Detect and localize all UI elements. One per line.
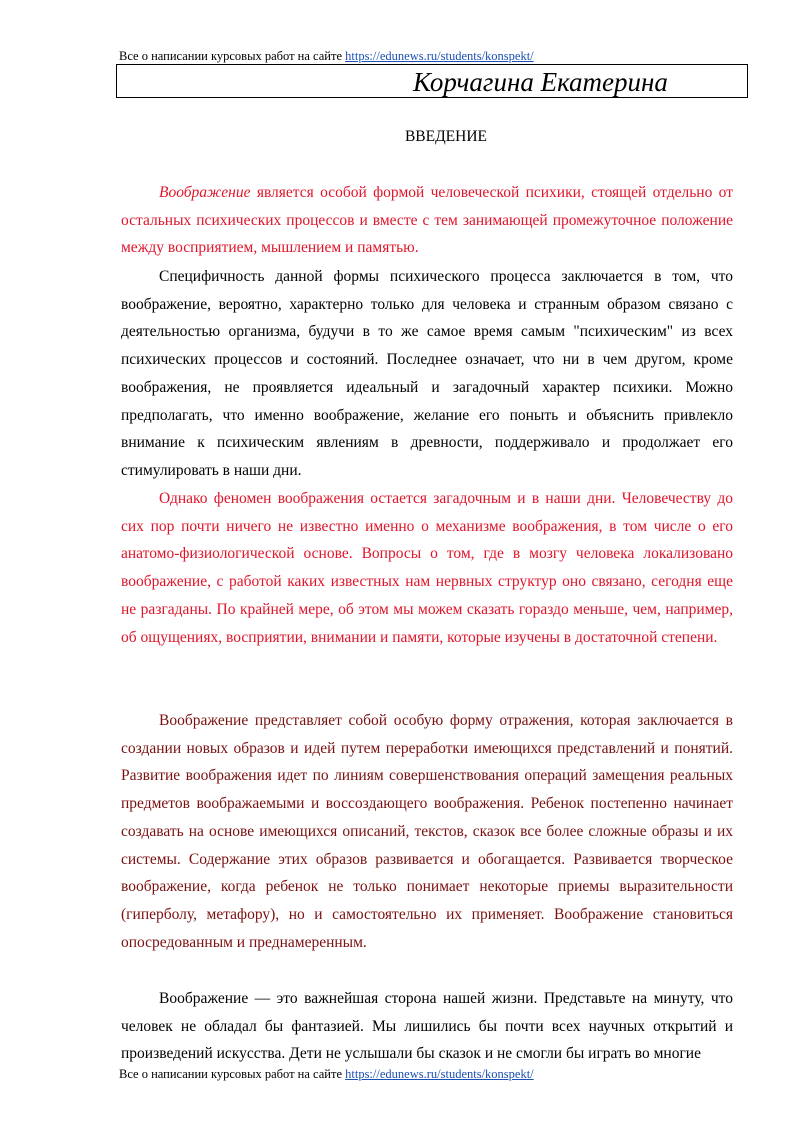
paragraph-3: Однако феномен воображения остается загадочным и в наши дни. Человечеству до сих пор почти ничего не известно именно о механизме воображения, в том числе о его анатомо-физиологической основе. Вопросы о том, где в мозгу человека локализовано воображение, с работой каких известных нам нервных структур оно связано, сегодня еще не разгаданы. По крайней мере, об этом мы можем сказать гораздо меньше, чем, например, об ощущениях, восприятии, внимании и памяти, которые изучены в достаточной степени. [121, 490, 733, 646]
paragraph-2: Специфичность данной формы психического процесса заключается в том, что воображение, вероятно, характерно только для человека и странным образом связано с деятельностью организма, будучи в то же самое время самым "психическим" из всех психических процессов и состояний. Последнее означает, что ни в чем другом, кроме воображения, не проявляется идеальный и загадочный характер психики. Можно предполагать, что именно воображение, желание его поныть и объяснить привлекло внимание к психическим явлениям в древности, поддерживало и продолжает его стимулировать в наши дни. [121, 268, 733, 479]
paragraph-1-text: является особой формой человеческой психики, стоящей отдельно от остальных психических процессов и вместе с тем занимающей промежуточное положение между восприятием, мышлением и памятью. [121, 184, 733, 257]
section-title: ВВЕДЕНИЕ [404, 128, 488, 145]
paragraph-1-lead: Воображение [159, 184, 251, 201]
header-link[interactable]: https://edunews.ru/students/konspekt/ [345, 49, 534, 63]
paragraph-1 [121, 179, 733, 262]
header-text: Все о написании курсовых работ на сайте [119, 49, 346, 63]
page-footer [119, 1067, 534, 1082]
footer-link[interactable]: https://edunews.ru/students/konspekt/ [345, 1067, 534, 1081]
paragraph-5: Воображение — это важнейшая сторона нашей жизни. Представьте на минуту, что человек не обладал бы фантазией. Мы лишились бы почти всех научных открытий и произведений искусства. Дети не услышали бы сказок и не смогли бы играть во многие [121, 990, 733, 1063]
footer-text: Все о написании курсовых работ на сайте [119, 1067, 346, 1081]
author-box [116, 64, 748, 98]
author-name: Корчагина Екатерина [413, 67, 668, 97]
paragraph-4: Воображение представляет собой особую форму отражения, которая заключается в создании новых образов и идей путем переработки имеющихся представлений и понятий. Развитие воображения идет по линиям совершенствования операций замещения реальных предметов воображаемыми и воссоздающего воображения. Ребенок постепенно начинает создавать на основе имеющихся описаний, текстов, сказок все более сложные образы и их системы. Содержание этих образов развивается и обогащается. Развивается творческое воображение, когда ребенок не только понимает некоторые приемы выразительности (гиперболу, метафору), но и самостоятельно их применяет. Воображение становиться опосредованным и преднамеренным. [121, 712, 733, 951]
page-header [119, 49, 534, 64]
